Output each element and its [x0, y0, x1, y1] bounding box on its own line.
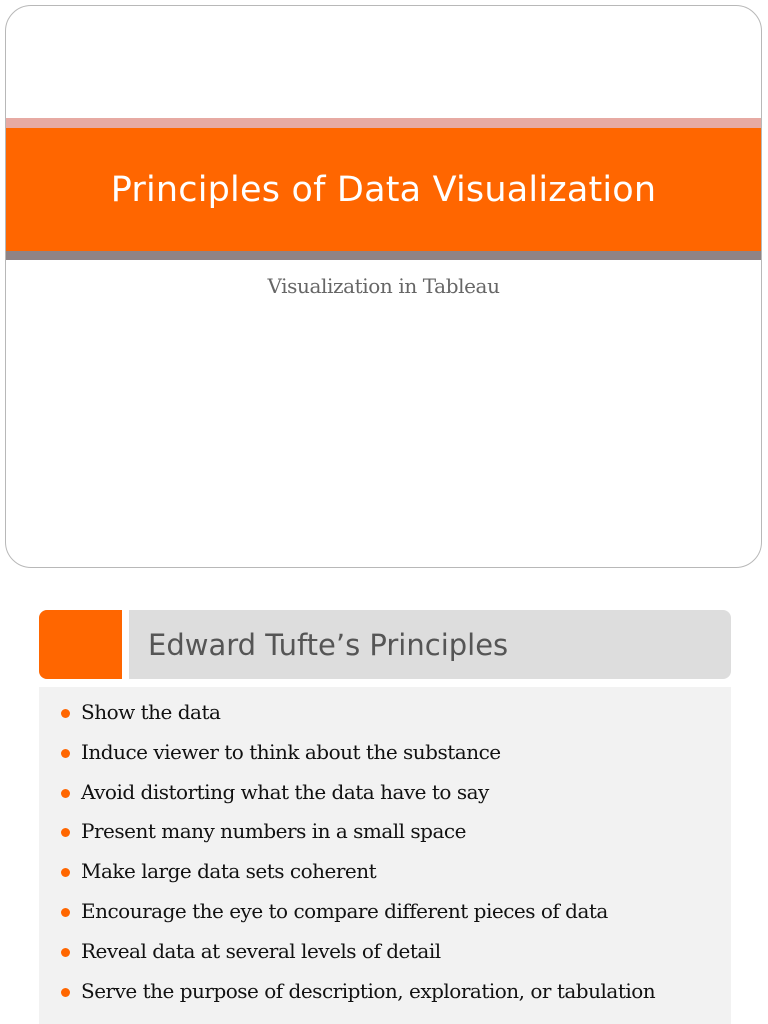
- list-item-text: Reveal data at several levels of detail: [81, 938, 441, 963]
- title-band-bottom: [6, 251, 761, 260]
- bullet-icon: [61, 868, 70, 877]
- list-item-text: Show the data: [81, 700, 221, 724]
- list-item-text: Present many numbers in a small space: [81, 819, 466, 844]
- list-item: [39, 818, 731, 858]
- header-divider: [122, 610, 129, 679]
- list-item: [39, 978, 731, 1018]
- list-item-text: Serve the purpose of description, exploration, or tabulation: [81, 978, 656, 1003]
- slide-subtitle: Visualization in Tableau: [267, 274, 500, 298]
- list-item-text: Make large data sets coherent: [81, 859, 377, 884]
- list-item: [39, 779, 731, 819]
- list-item-text: Induce viewer to think about the substance: [81, 739, 501, 764]
- bullet-icon: [61, 749, 70, 758]
- bullet-icon: [61, 908, 70, 917]
- slide-title: Principles of Data Visualization: [110, 169, 657, 210]
- title-slide: [5, 5, 762, 568]
- list-item: [39, 739, 731, 779]
- bullet-icon: [61, 789, 70, 798]
- list-item: [39, 938, 731, 978]
- header-accent-block: [39, 610, 122, 679]
- list-item-text: Encourage the eye to compare different pieces of data: [81, 898, 608, 923]
- bullet-icon: [61, 988, 70, 997]
- list-item-text: Avoid distorting what the data have to say: [81, 779, 489, 804]
- principles-list: [39, 699, 731, 1017]
- bullet-icon: [61, 709, 70, 718]
- bullet-icon: [61, 948, 70, 957]
- list-item: [39, 898, 731, 938]
- principles-heading: Edward Tufte’s Principles: [148, 627, 509, 662]
- list-item: [39, 699, 731, 739]
- bullet-icon: [61, 828, 70, 837]
- principles-header: [39, 610, 731, 679]
- title-band-top: [6, 118, 761, 128]
- principles-body: [39, 687, 731, 1024]
- list-item: [39, 858, 731, 898]
